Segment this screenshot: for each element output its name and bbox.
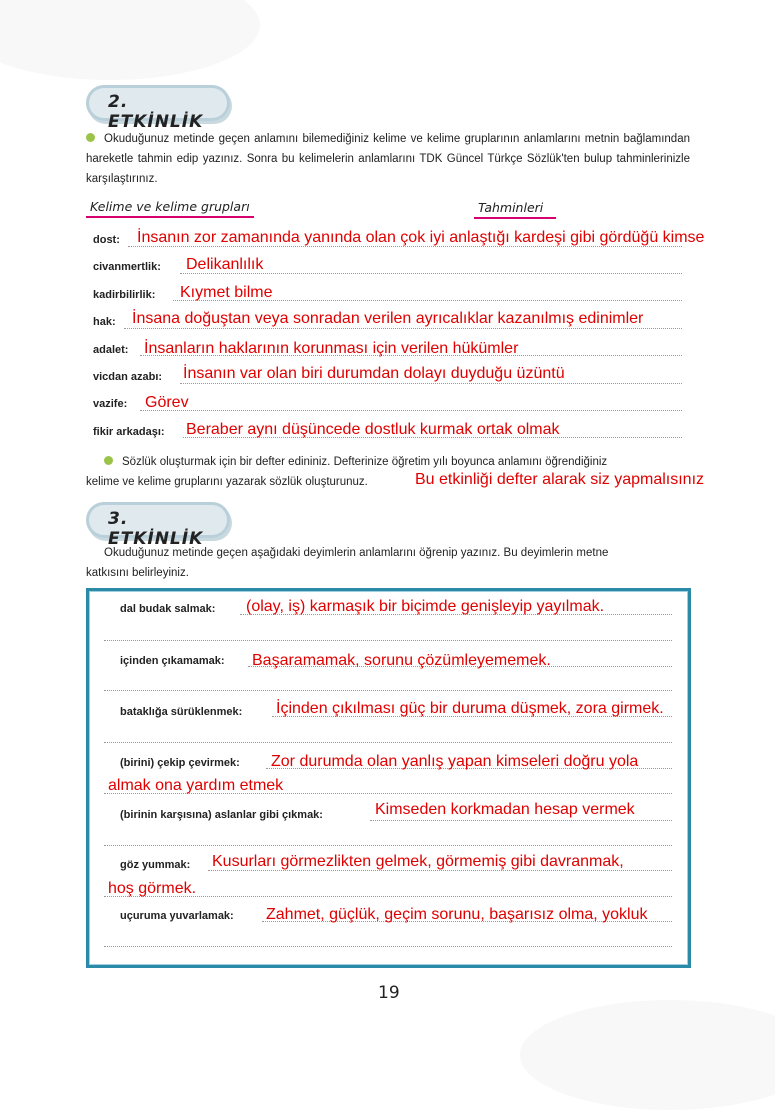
word-label: vicdan azabı: bbox=[93, 371, 163, 383]
activity3-title: 3. ETKİNLİK bbox=[108, 509, 204, 549]
answer-line bbox=[104, 946, 672, 947]
answer-text: İnsana doğuştan veya sonradan verilen ayrıcalıklar kazanılmış edinimler bbox=[132, 310, 644, 327]
page-number: 19 bbox=[378, 983, 400, 1003]
idiom-label: göz yummak: bbox=[120, 859, 191, 871]
activity2-instruction: Okuduğunuz metinde geçen anlamını bilemediğiniz kelime ve kelime gruplarının anlamlarını metnin bağlamından hareketle tahmin edip yazınız. Sonra bu kelimelerin anlamlarını TDK Güncel Türkçe Sözlük'ten bulup tahminlerinizle karşılaştırınız. bbox=[86, 133, 690, 185]
word-label: adalet: bbox=[93, 344, 129, 356]
word-label: kadirbilirlik: bbox=[93, 289, 156, 301]
answer-text: Zor durumda olan yanlış yapan kimseleri doğru yola bbox=[271, 753, 639, 770]
answer-text: Başaramamak, sorunu çözümleyememek. bbox=[252, 652, 551, 669]
answer-line bbox=[104, 640, 672, 641]
answer-text: (olay, iş) karmaşık bir biçimde genişleyip yayılmak. bbox=[246, 598, 605, 615]
answer-text: Kusurları görmezlikten gelmek, görmemiş gibi davranmak, bbox=[212, 853, 624, 870]
answer-line bbox=[104, 690, 672, 691]
activity3-instruction: Okuduğunuz metinde geçen aşağıdaki deyimlerin anlamlarını öğrenip yazınız. Bu deyimlerin metne katkısını belirleyiniz. bbox=[86, 547, 609, 579]
answer-line bbox=[104, 845, 672, 846]
word-label: fikir arkadaşı: bbox=[93, 426, 165, 438]
word-label: hak: bbox=[93, 316, 116, 328]
column-header-guesses: Tahminleri bbox=[478, 200, 544, 215]
green-bullet-icon bbox=[86, 133, 95, 142]
activity3-badge bbox=[86, 502, 230, 549]
idiom-label: dal budak salmak: bbox=[120, 603, 216, 615]
answer-line bbox=[370, 820, 672, 821]
column-header-words-underline bbox=[86, 216, 254, 218]
green-bullet-icon bbox=[104, 456, 113, 465]
column-header-words: Kelime ve kelime grupları bbox=[90, 199, 250, 214]
answer-line bbox=[140, 410, 682, 411]
idiom-label: uçuruma yuvarlamak: bbox=[120, 910, 234, 922]
answer-text: İnsanın zor zamanında yanında olan çok iyi anlaştığı kardeşi gibi gördüğü kimse bbox=[137, 229, 705, 246]
idiom-label: içinden çıkamamak: bbox=[120, 655, 225, 667]
activity2-title: 2. ETKİNLİK bbox=[108, 92, 204, 132]
dictionary-note: Sözlük oluşturmak için bir defter edininiz. Defterinize öğretim yılı boyunca anlamını öğrendiğiniz kelime ve kelime gruplarını yazarak sözlük oluşturunuz. bbox=[86, 456, 608, 488]
answer-text: İnsanın var olan biri durumdan dolayı duyduğu üzüntü bbox=[183, 365, 565, 382]
idiom-label: (birini) çekip çevirmek: bbox=[120, 757, 240, 769]
note-answer-text: Bu etkinliği defter alarak siz yapmalısınız bbox=[415, 471, 705, 488]
answer-text: Delikanlılık bbox=[186, 256, 264, 273]
page-smudge-top bbox=[0, 0, 260, 80]
activity2-badge bbox=[86, 85, 230, 132]
word-label: civanmertlik: bbox=[93, 261, 161, 273]
answer-text: Beraber aynı düşüncede dostluk kurmak ortak olmak bbox=[186, 421, 560, 438]
idiom-label: (birinin karşısına) aslanlar gibi çıkmak: bbox=[120, 809, 323, 821]
answer-text: İçinden çıkılması güç bir duruma düşmek, zora girmek. bbox=[276, 700, 664, 717]
word-label: vazife: bbox=[93, 398, 128, 410]
page-smudge-bottom bbox=[520, 1000, 775, 1110]
answer-text-continued: almak ona yardım etmek bbox=[108, 777, 284, 794]
answer-text: Kimseden korkmadan hesap vermek bbox=[375, 801, 635, 818]
idiom-label: bataklığa sürüklenmek: bbox=[120, 706, 243, 718]
answer-line bbox=[104, 742, 672, 743]
answer-text: Kıymet bilme bbox=[180, 284, 273, 301]
answer-text: Görev bbox=[145, 394, 189, 411]
answer-text: Zahmet, güçlük, geçim sorunu, başarısız olma, yokluk bbox=[266, 906, 648, 923]
word-label: dost: bbox=[93, 234, 120, 246]
answer-text: İnsanların haklarının korunması için verilen hükümler bbox=[144, 340, 519, 357]
column-header-guesses-underline bbox=[474, 217, 556, 219]
answer-text-continued: hoş görmek. bbox=[108, 880, 197, 897]
